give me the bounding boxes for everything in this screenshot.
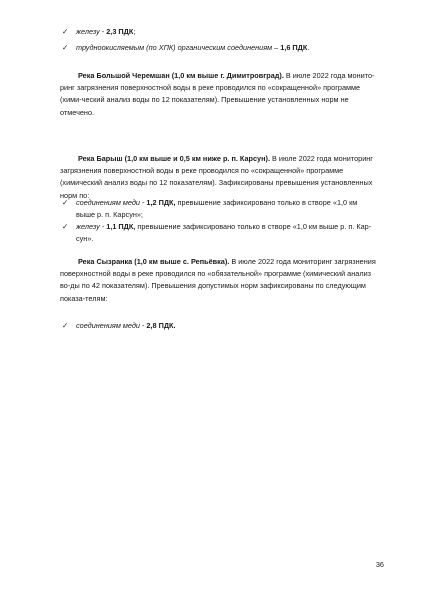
list-item: ✓ железу - 2,3 ПДК; bbox=[62, 26, 378, 38]
section-title: Река Барыш (1,0 км выше и 0,5 км ниже р. п. Карсун). bbox=[78, 154, 270, 163]
list-item: ✓ соединениям меди - 2,8 ПДК. bbox=[62, 320, 378, 332]
checkmark-icon: ✓ bbox=[62, 321, 69, 330]
paragraph-barysh: Река Барыш (1,0 км выше и 0,5 км ниже р. п. Карсун). В июле 2022 года мониторинг загрязнения поверхностной воды в реке проводился по «сокращенной» программе (химический анализ воды по 12 показателям). Зафиксированы превышения установленных норм по: bbox=[60, 154, 373, 200]
checkmark-icon: ✓ bbox=[62, 43, 69, 52]
checkmark-icon: ✓ bbox=[62, 222, 69, 231]
list-item: ✓ железу - 1,1 ПДК, превышение зафиксировано только в створе «1,0 км выше р. п. Кар-сун». bbox=[62, 222, 372, 244]
list-item: ✓ трудноокисляемым (по ХПК) органическим соединениям – 1,6 ПДК. bbox=[62, 42, 378, 54]
paragraph-syzranka: Река Сызранка (1,0 км выше с. Репьёвка). В июле 2022 года мониторинг загрязнения поверхностной воды в реке проводился по «обязательной» программе (химический анализ во-ды по 42 показателям). Превышения допустимых норм зафиксированы по следующим показа-телям: bbox=[60, 257, 376, 303]
section-title: Река Большой Черемшан (1,0 км выше г. Димитровград). bbox=[78, 71, 284, 80]
checkmark-icon: ✓ bbox=[62, 27, 69, 36]
list-item: ✓ соединениям меди - 1,2 ПДК, превышение зафиксировано только в створе «1,0 км выше р. п. Карсун»; bbox=[62, 198, 358, 220]
page-number: 36 bbox=[375, 560, 384, 569]
paragraph-bolshoy-cheremshan: Река Большой Черемшан (1,0 км выше г. Димитровград). В июле 2022 года монито-ринг загрязнения поверхностной воды в реке проводился по «сокращенной» программе (хими-ческий анализ воды по 12 показателям). Превышение установленных норм не отмечено. bbox=[60, 71, 375, 117]
checkmark-icon: ✓ bbox=[62, 198, 69, 207]
section-title: Река Сызранка (1,0 км выше с. Репьёвка). bbox=[78, 257, 230, 266]
